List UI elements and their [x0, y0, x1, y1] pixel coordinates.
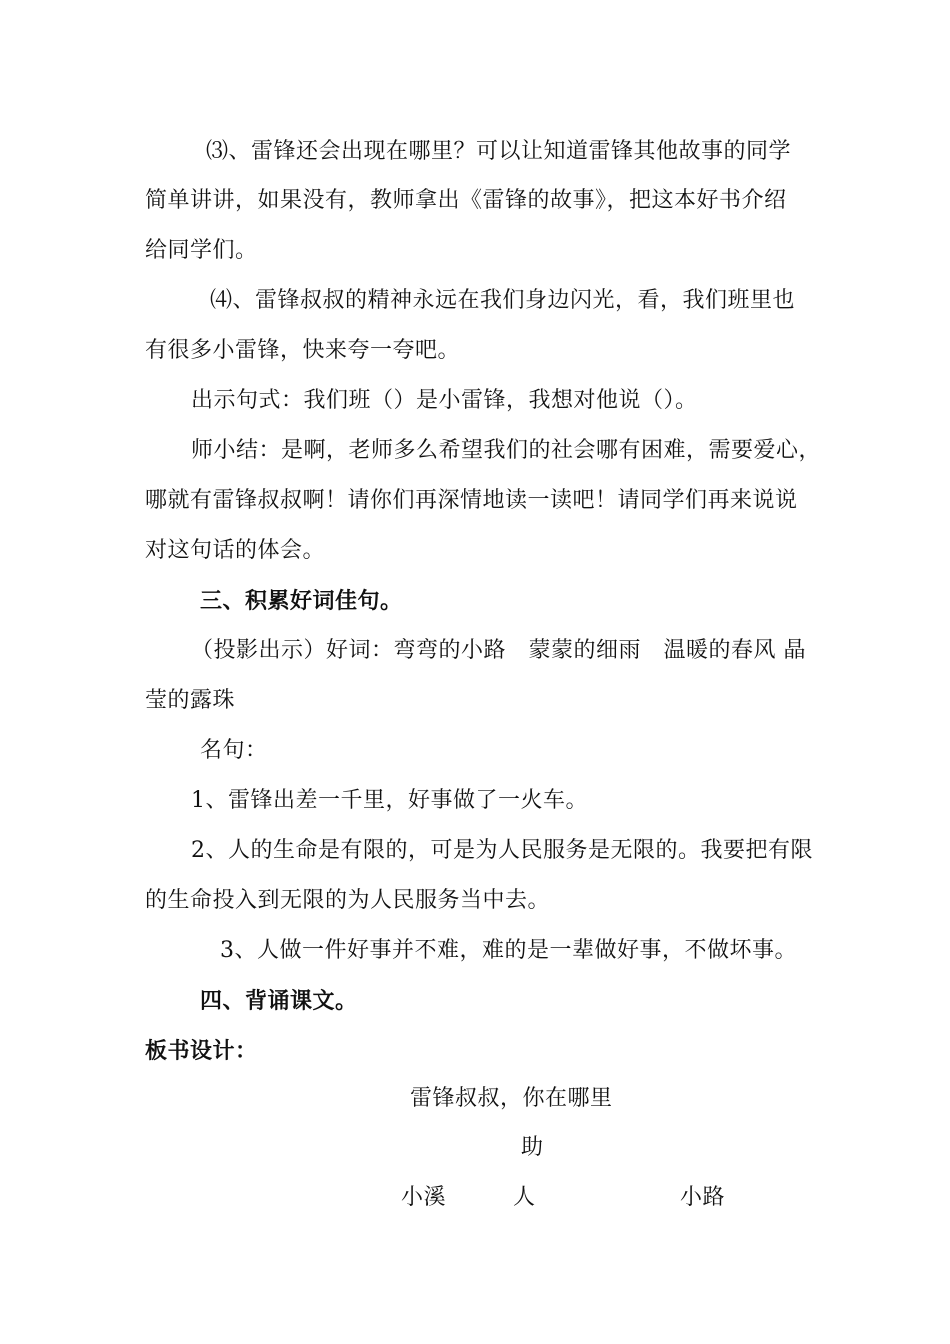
board-title: 雷锋叔叔，你在哪里 — [410, 1086, 613, 1111]
board-help: 助 — [521, 1135, 544, 1160]
board-stream: 小溪 — [401, 1185, 447, 1210]
quote-2-line-1: 2、人的生命是有限的，可是为人民服务是无限的。我要把有限 — [191, 838, 813, 863]
famous-quotes-label: 名句： — [200, 738, 268, 763]
board-person: 人 — [513, 1185, 536, 1210]
board-path: 小路 — [680, 1185, 726, 1210]
quote-1: 1、雷锋出差一千里，好事做了一火车。 — [191, 788, 588, 813]
board-design-label: 板书设计： — [145, 1038, 258, 1064]
paragraph-4-line-1: ⑷、雷锋叔叔的精神永远在我们身边闪光，看，我们班里也 — [210, 288, 796, 313]
paragraph-3-line-3: 给同学们。 — [145, 238, 258, 263]
teacher-summary-line-1: 师小结：是啊，老师多么希望我们的社会哪有困难，需要爱心， — [191, 438, 822, 463]
sentence-pattern: 出示句式：我们班（）是小雷锋，我想对他说（）。 — [191, 388, 698, 413]
section-4-heading: 四、背诵课文。 — [200, 988, 358, 1014]
teacher-summary-line-3: 对这句话的体会。 — [145, 538, 326, 563]
paragraph-3-line-1: ⑶、雷锋还会出现在哪里？可以让知道雷锋其他故事的同学 — [206, 139, 792, 164]
paragraph-3-line-2: 简单讲讲，如果没有，教师拿出《雷锋的故事》，把这本好书介绍 — [145, 188, 787, 213]
good-words-line-2: 莹的露珠 — [145, 688, 236, 713]
quote-3: 3、人做一件好事并不难，难的是一辈做好事，不做坏事。 — [220, 938, 797, 963]
quote-2-line-2: 的生命投入到无限的为人民服务当中去。 — [145, 888, 551, 913]
teacher-summary-line-2: 哪就有雷锋叔叔啊！请你们再深情地读一读吧！请同学们再来说说 — [145, 488, 798, 513]
good-words-line-1: （投影出示）好词：弯弯的小路 蒙蒙的细雨 温暖的春风 晶 — [191, 638, 806, 663]
paragraph-4-line-2: 有很多小雷锋，快来夸一夸吧。 — [145, 338, 461, 363]
section-3-heading: 三、积累好词佳句。 — [200, 588, 403, 614]
